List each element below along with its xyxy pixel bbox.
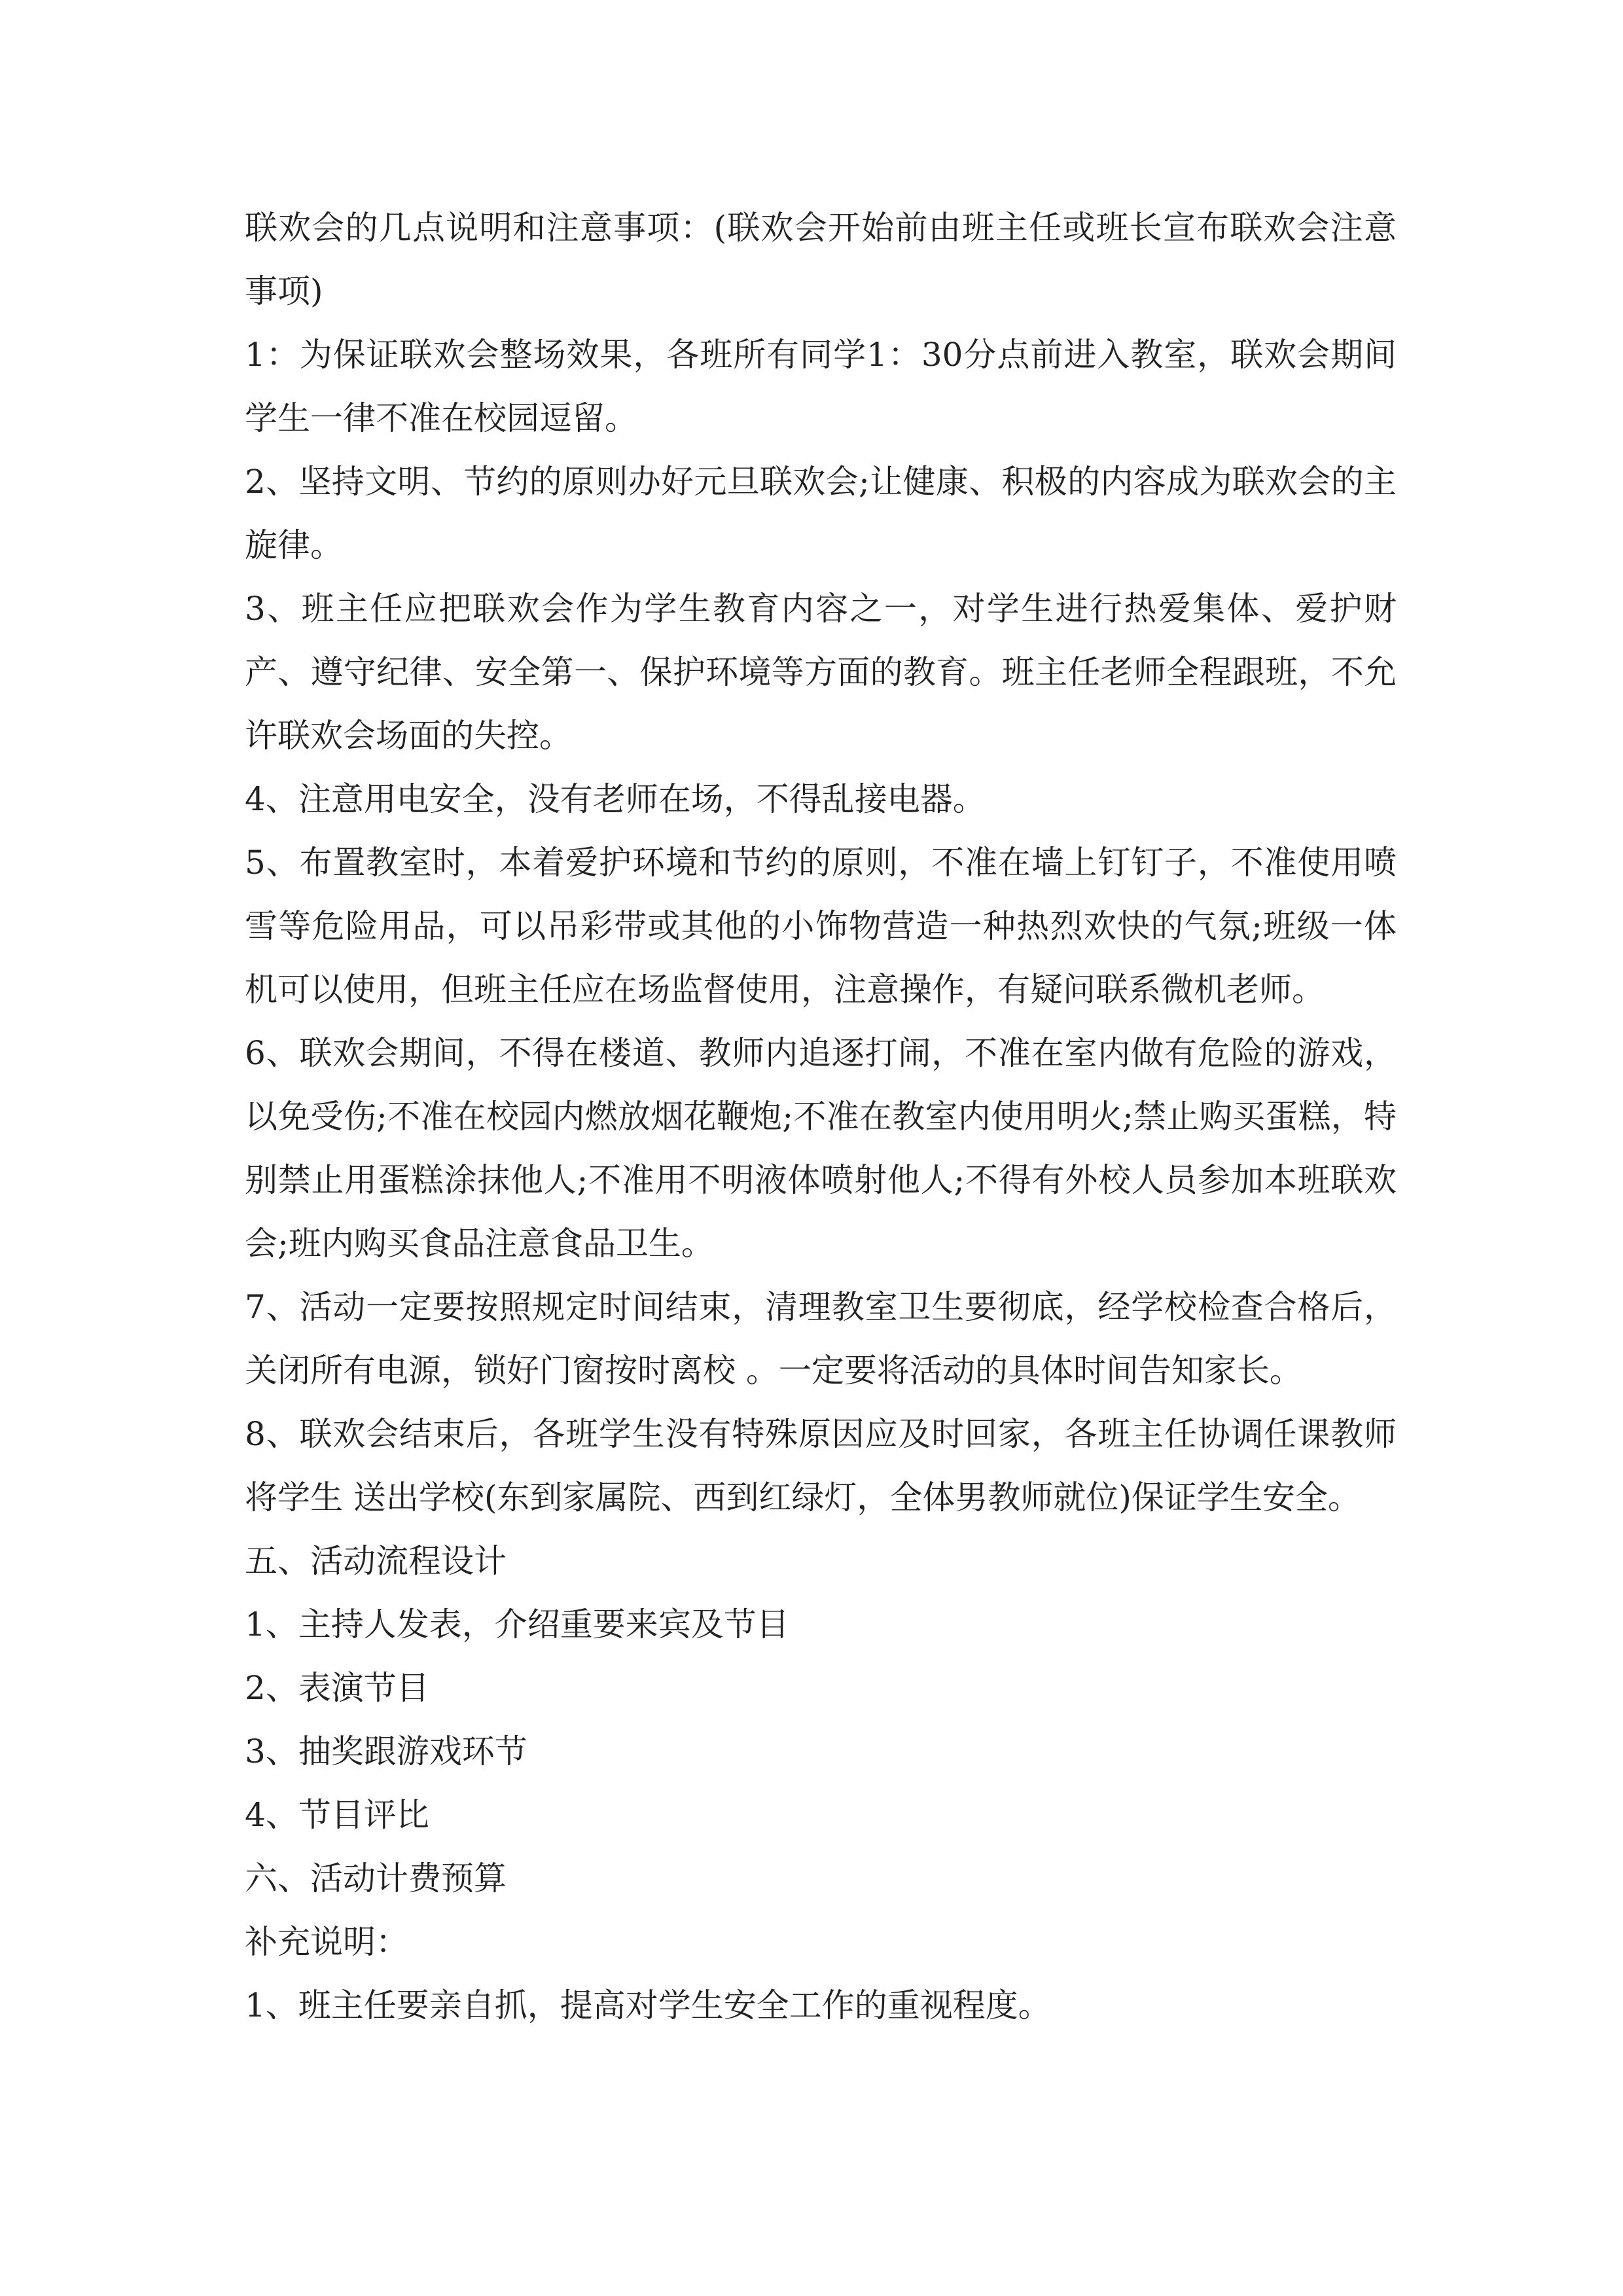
rule-4-paragraph: 4、注意用电安全，没有老师在场，不得乱接电器。 [245, 780, 986, 818]
rule-5-paragraph: 5、布置教室时，本着爱护环境和节约的原则，不准在墙上钉钉子，不准使用喷雪等危险用品，可以吊彩带或其他的小饰物营造一种热烈欢快的气氛;班级一体机可以使用，但班主任应在场监督使用，注意操作，有疑问联系微机老师。 [245, 844, 1397, 1009]
flow-item-4: 4、节目评比 [245, 1796, 429, 1834]
intro-paragraph: 联欢会的几点说明和注意事项：(联欢会开始前由班主任或班长宣布联欢会注意事项) [245, 209, 1397, 310]
rule-7-paragraph: 7、活动一定要按照规定时间结束，清理教室卫生要彻底，经学校检查合格后，关闭所有电源，锁好门窗按时离校 。一定要将活动的具体时间告知家长。 [245, 1288, 1397, 1390]
document-body [245, 196, 1397, 2037]
flow-item-2: 2、表演节目 [245, 1669, 429, 1707]
section-heading-budget: 六、活动计费预算 [245, 1859, 507, 1897]
section-heading-flow: 五、活动流程设计 [245, 1542, 507, 1580]
flow-item-3: 3、抽奖跟游戏环节 [245, 1732, 527, 1770]
supplement-heading: 补充说明： [245, 1923, 408, 1961]
rule-1-paragraph: 1：为保证联欢会整场效果，各班所有同学1：30分点前进入教室，联欢会期间学生一律不准在校园逗留。 [245, 336, 1397, 437]
rule-6-paragraph: 6、联欢会期间，不得在楼道、教师内追逐打闹，不准在室内做有危险的游戏，以免受伤;不准在校园内燃放烟花鞭炮;不准在教室内使用明火;禁止购买蛋糕，特别禁止用蛋糕涂抹他人;不准用不明液体喷射他人;不得有外校人员参加本班联欢会;班内购买食品注意食品卫生。 [245, 1034, 1397, 1263]
supplement-item-1: 1、班主任要亲自抓，提高对学生安全工作的重视程度。 [245, 1986, 1051, 2024]
rule-3-paragraph: 3、班主任应把联欢会作为学生教育内容之一，对学生进行热爱集体、爱护财产、遵守纪律、安全第一、保护环境等方面的教育。班主任老师全程跟班，不允许联欢会场面的失控。 [245, 590, 1397, 755]
rule-2-paragraph: 2、坚持文明、节约的原则办好元旦联欢会;让健康、积极的内容成为联欢会的主旋律。 [245, 463, 1397, 564]
flow-item-1: 1、主持人发表，介绍重要来宾及节目 [245, 1605, 789, 1643]
rule-8-paragraph: 8、联欢会结束后，各班学生没有特殊原因应及时回家，各班主任协调任课教师将学生 送出学校(东到家属院、西到红绿灯，全体男教师就位)保证学生安全。 [245, 1415, 1397, 1516]
